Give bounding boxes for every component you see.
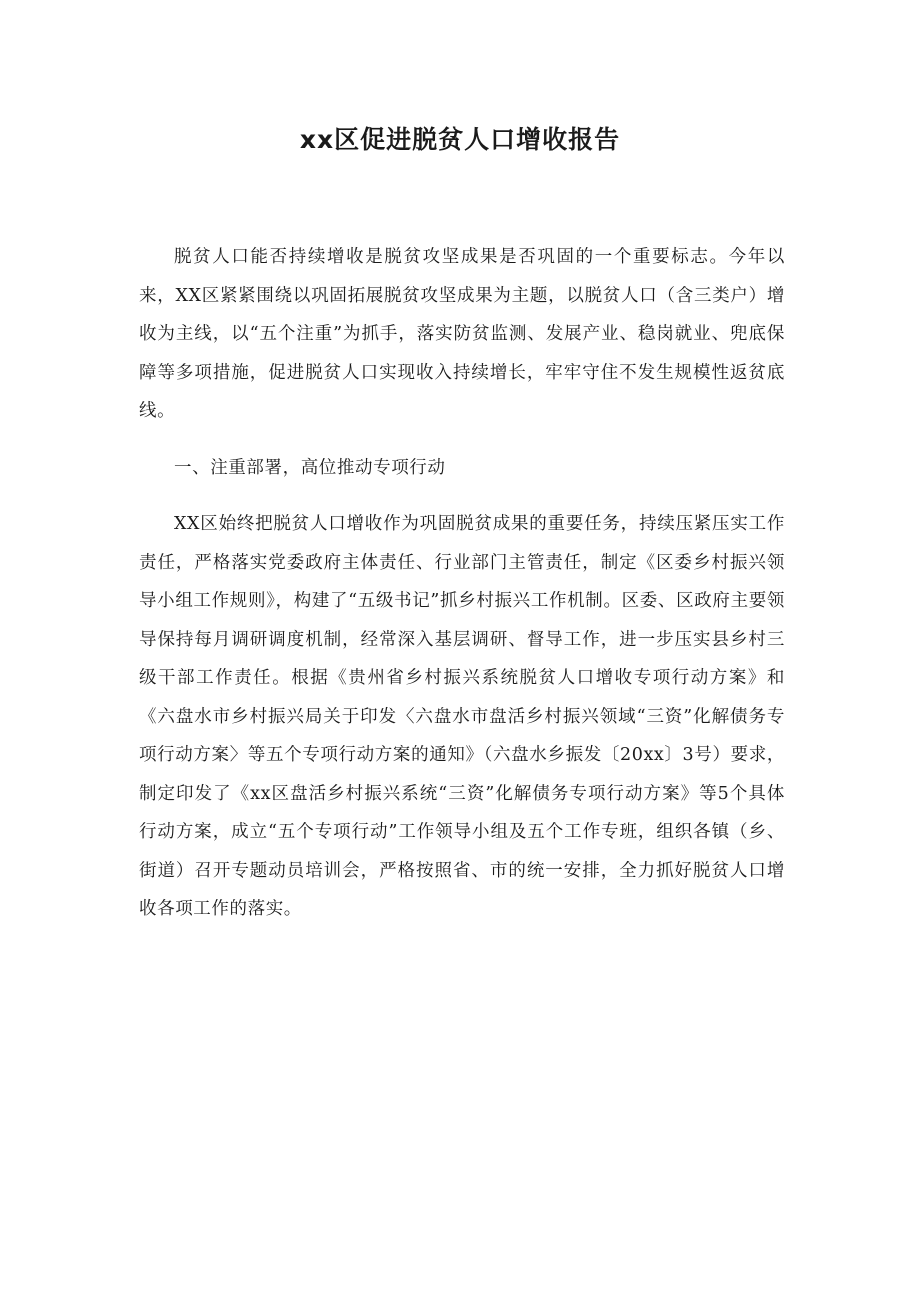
section-1-paragraph: XX区始终把脱贫人口增收作为巩固脱贫成果的重要任务，持续压紧压实工作责任，严格落实党委政府主体责任、行业部门主管责任，制定《区委乡村振兴领导小组工作规则》，构建了“五级书记”抓乡村振兴工作机制。区委、区政府主要领导保持每月调研调度机制，经常深入基层调研、督导工作，进一步压实县乡村三级干部工作责任。根据《贵州省乡村振兴系统脱贫人口增收专项行动方案》和《六盘水市乡村振兴局关于印发〈六盘水市盘活乡村振兴领域“三资”化解债务专项行动方案〉等五个专项行动方案的通知》（六盘水乡振发〔20xx〕3号）要求，制定印发了《xx区盘活乡村振兴系统“三资”化解债务专项行动方案》等5个具体行动方案，成立“五个专项行动”工作领导小组及五个工作专班，组织各镇（乡、街道）召开专题动员培训会，严格按照省、市的统一安排，全力抓好脱贫人口增收各项工作的落实。 [139, 514, 785, 919]
document-title: xx区促进脱贫人口增收报告 [299, 125, 621, 154]
document-body [139, 238, 785, 947]
intro-paragraph: 脱贫人口能否持续增收是脱贫攻坚成果是否巩固的一个重要标志。今年以来，XX区紧紧围绕以巩固拓展脱贫攻坚成果为主题，以脱贫人口（含三类户）增收为主线，以“五个注重”为抓手，落实防贫监测、发展产业、稳岗就业、兜底保障等多项措施，促进脱贫人口实现收入持续增长，牢牢守住不发生规模性返贫底线。 [139, 247, 785, 421]
section-heading-1: 一、注重部署，高位推动专项行动 [174, 457, 446, 478]
